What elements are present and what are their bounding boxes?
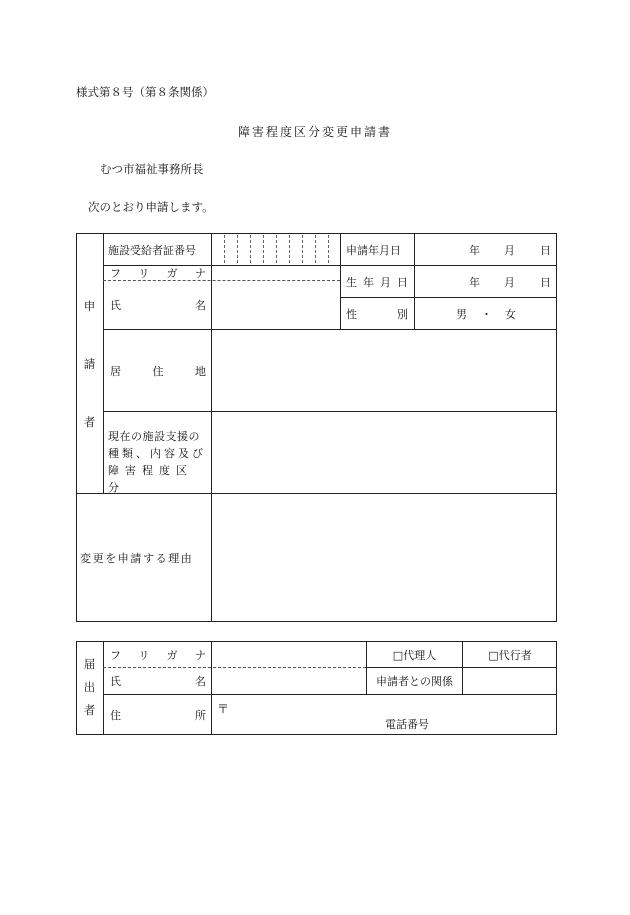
application-date-field[interactable]: 年 月 日 [469, 243, 551, 257]
reason-field[interactable] [212, 494, 556, 621]
name-label: 氏 名 [110, 299, 206, 312]
form-number: 様式第８号（第８条関係） [76, 85, 214, 99]
submitter-furigana-label: フ リ ガ ナ [110, 648, 206, 662]
relation-field[interactable] [463, 668, 556, 694]
agent-checkbox[interactable]: □代理人 [392, 648, 437, 662]
submitter-furigana-field[interactable] [212, 642, 365, 667]
current-support-field[interactable] [212, 412, 556, 493]
submitter-address-field[interactable] [212, 695, 556, 735]
reason-label: 変更を申請する理由 [80, 552, 194, 565]
relation-label: 申請者との関係 [376, 675, 453, 688]
gender-options[interactable]: 男 ・ 女 [456, 307, 516, 321]
submitter-name-label: 氏 名 [110, 675, 206, 688]
proxy-checkbox[interactable]: □代行者 [488, 648, 532, 662]
page-title: 障害程度区分変更申請書 [237, 125, 392, 139]
birth-date-label: 生 年 月 日 [346, 275, 408, 289]
cert-number-label: 施設受給者証番号 [108, 243, 196, 257]
current-support-label: 現在の施設支援の 種類、内容及び 障害程度区分 [108, 430, 206, 494]
phone-label: 電話番号 [385, 718, 429, 731]
intro-text: 次のとおり申請します。 [88, 200, 214, 214]
gender-label: 性 別 [346, 307, 408, 321]
submitter-side-label: 届 出 者 [83, 657, 96, 717]
application-date-label: 申請年月日 [346, 243, 401, 257]
submitter-name-field[interactable] [212, 668, 365, 694]
applicant-side-label: 申 請 者 [83, 299, 96, 429]
postal-mark: 〒 [217, 702, 230, 716]
submitter-address-label: 住 所 [110, 709, 206, 722]
birth-date-field[interactable]: 年 月 日 [469, 275, 551, 289]
address-label: 居 住 地 [110, 364, 206, 378]
name-field[interactable] [212, 281, 339, 329]
address-field[interactable] [212, 330, 556, 411]
furigana-label: フ リ ガ ナ [110, 267, 206, 280]
furigana-field[interactable] [212, 266, 339, 280]
addressee: むつ市福祉事務所長 [100, 162, 204, 176]
